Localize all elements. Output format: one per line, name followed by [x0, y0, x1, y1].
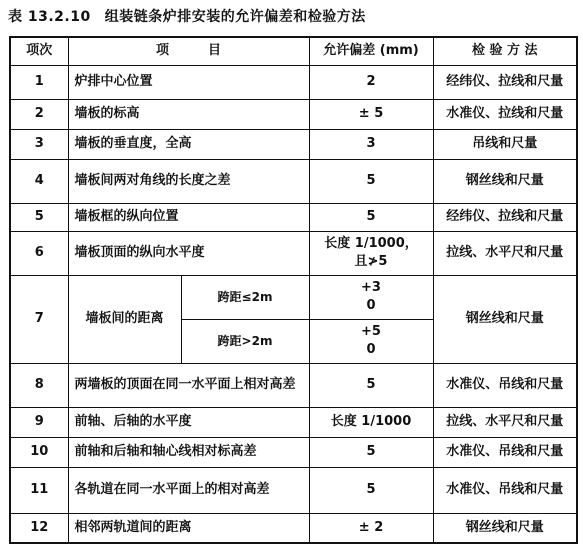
- row-method: 钢丝线和尺量: [433, 275, 577, 363]
- row-method: 水准仪、吊线和尺量: [433, 467, 577, 513]
- row-item: 炉排中心位置: [68, 65, 309, 99]
- table-row: [10, 203, 577, 231]
- tolerance-line: 且≯5: [354, 254, 388, 269]
- table-row: [10, 407, 577, 437]
- row-item: 墙板的标高: [68, 99, 309, 129]
- tolerance-lower: 0: [366, 298, 376, 313]
- row-item: 墙板间两对角线的长度之差: [68, 159, 309, 203]
- table-row: [10, 513, 577, 543]
- row-index: 2: [10, 99, 68, 129]
- table-row: [10, 129, 577, 159]
- row-tolerance: ± 5: [309, 99, 433, 129]
- table-caption: 组装链条炉排安装的允许偏差和检验方法: [104, 9, 366, 25]
- table-row: [10, 231, 577, 275]
- row-index: 11: [10, 467, 68, 513]
- row-index: 12: [10, 513, 68, 543]
- table-row: [10, 363, 577, 407]
- table-row: [10, 65, 577, 99]
- row-method: 经纬仪、拉线和尺量: [433, 203, 577, 231]
- row-index: 1: [10, 65, 68, 99]
- header-method: 检 验 方 法: [433, 37, 577, 65]
- row-tolerance: 2: [309, 65, 433, 99]
- table-row: [10, 159, 577, 203]
- row-method: 水准仪、吊线和尺量: [433, 437, 577, 467]
- tolerance-line: 长度 1/1000，: [324, 236, 418, 251]
- tolerance-upper: +5: [361, 324, 381, 339]
- header-item: 项 目: [68, 37, 309, 65]
- row-tolerance: 5: [309, 203, 433, 231]
- row-item: 墙板框的纵向位置: [68, 203, 309, 231]
- row-item: 墙板间的距离: [68, 275, 181, 363]
- row-method: 水准仪、吊线和尺量: [433, 363, 577, 407]
- header-index: 项次: [10, 37, 68, 65]
- row-tolerance: 3: [309, 129, 433, 159]
- row-tolerance: 5: [309, 437, 433, 467]
- row-index: 5: [10, 203, 68, 231]
- sub-item-span-small: 跨距≤2m: [181, 275, 309, 319]
- row-index: 6: [10, 231, 68, 275]
- row-item: 相邻两轨道间的距离: [68, 513, 309, 543]
- header-tolerance: 允许偏差 (mm): [309, 37, 433, 65]
- table-row: [10, 99, 577, 129]
- tolerance-lower: 0: [366, 342, 376, 357]
- row-index: 8: [10, 363, 68, 407]
- row-item: 前轴、后轴的水平度: [68, 407, 309, 437]
- row-tolerance: [309, 231, 433, 275]
- row-method: 吊线和尺量: [433, 129, 577, 159]
- row-tolerance: [309, 319, 433, 363]
- row-item: 各轨道在同一水平面上的相对高差: [68, 467, 309, 513]
- row-item: 前轴和后轴和轴心线相对标高差: [68, 437, 309, 467]
- header-row: [10, 37, 577, 65]
- row-index: 3: [10, 129, 68, 159]
- row-tolerance: 长度 1/1000: [309, 407, 433, 437]
- sub-item-span-large: 跨距>2m: [181, 319, 309, 363]
- row-index: 4: [10, 159, 68, 203]
- row-tolerance: 5: [309, 159, 433, 203]
- table-row: [10, 275, 577, 319]
- tolerance-upper: +3: [361, 280, 381, 295]
- row-tolerance: 5: [309, 363, 433, 407]
- row-tolerance: 5: [309, 467, 433, 513]
- table-title: [8, 6, 366, 26]
- row-method: 水准仪、拉线和尺量: [433, 99, 577, 129]
- row-item: 墙板的垂直度，全高: [68, 129, 309, 159]
- table-row: [10, 437, 577, 467]
- row-method: 拉线、水平尺和尺量: [433, 407, 577, 437]
- row-method: 钢丝线和尺量: [433, 159, 577, 203]
- table-number: 表 13.2.10: [8, 9, 91, 25]
- row-tolerance: [309, 275, 433, 319]
- row-index: 7: [10, 275, 68, 363]
- table-row: [10, 467, 577, 513]
- row-item: 两墙板的顶面在同一水平面上相对高差: [68, 363, 309, 407]
- row-index: 9: [10, 407, 68, 437]
- row-method: 经纬仪、拉线和尺量: [433, 65, 577, 99]
- row-method: 钢丝线和尺量: [433, 513, 577, 543]
- row-item: 墙板顶面的纵向水平度: [68, 231, 309, 275]
- row-method: 拉线、水平尺和尺量: [433, 231, 577, 275]
- tolerance-table: [9, 36, 578, 544]
- row-index: 10: [10, 437, 68, 467]
- row-tolerance: ± 2: [309, 513, 433, 543]
